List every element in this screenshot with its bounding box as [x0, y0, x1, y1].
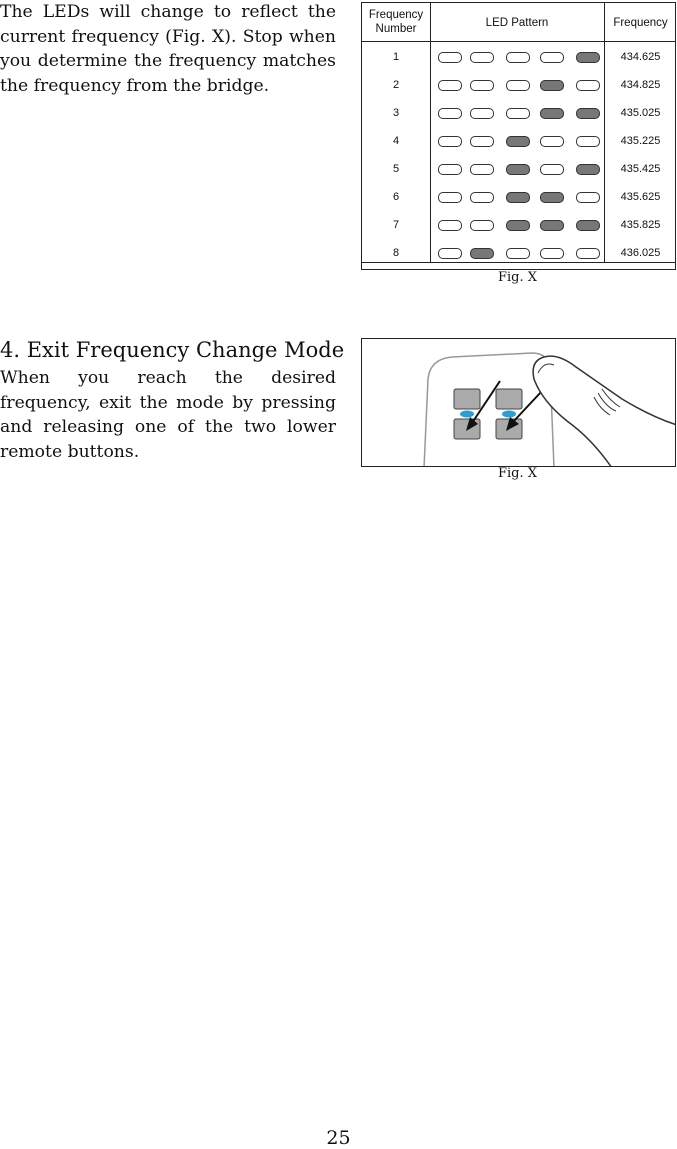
led-on	[576, 220, 600, 231]
led-on	[506, 220, 530, 231]
frequency-value: 435.625	[620, 191, 661, 203]
remote-led-right	[502, 411, 516, 418]
led-on	[540, 108, 564, 119]
led-off	[540, 136, 564, 147]
led-off	[540, 248, 564, 259]
frequency-number: 2	[392, 79, 400, 91]
remote-hand-drawing	[362, 339, 676, 467]
led-off	[470, 108, 494, 119]
header-divider	[362, 41, 675, 42]
frequency-number: 4	[392, 135, 400, 147]
page-number: 25	[326, 1127, 351, 1149]
remote-press-illustration	[361, 338, 676, 467]
figure-caption: Fig. X	[498, 270, 538, 285]
frequency-number: 7	[392, 219, 400, 231]
frequency-value: 434.625	[620, 51, 661, 63]
header-frequency-number	[362, 8, 430, 36]
table-row	[362, 101, 675, 129]
table-row	[362, 185, 675, 213]
led-off	[470, 164, 494, 175]
header-led-pattern: LED Pattern	[485, 17, 549, 29]
table-row	[362, 129, 675, 157]
header-number-line2: Number	[375, 23, 417, 35]
frequency-value: 435.225	[620, 135, 661, 147]
led-frequency-table	[361, 2, 676, 270]
table-row	[362, 213, 675, 241]
led-on	[576, 108, 600, 119]
led-off	[438, 220, 462, 231]
intro-paragraph: The LEDs will change to reflect the current frequency (Fig. X). Stop when you determine the frequency matches the frequency from the bridge.	[0, 2, 336, 96]
frequency-value: 435.425	[620, 163, 661, 175]
table-row	[362, 157, 675, 185]
header-number-line1: Frequency	[368, 9, 424, 21]
led-off	[576, 80, 600, 91]
led-on	[576, 52, 600, 63]
remote-led-left	[460, 411, 474, 418]
led-on	[470, 248, 494, 259]
frequency-number: 6	[392, 191, 400, 203]
led-off	[540, 164, 564, 175]
header-frequency: Frequency	[613, 17, 668, 29]
frequency-value: 434.825	[620, 79, 661, 91]
led-on	[506, 136, 530, 147]
led-off	[576, 192, 600, 203]
figure-caption: Fig. X	[498, 466, 538, 481]
section-heading: 4. Exit Frequency Change Mode	[0, 338, 345, 362]
led-on	[506, 164, 530, 175]
frequency-value: 436.025	[620, 247, 661, 259]
led-off	[470, 80, 494, 91]
section-paragraph: When you reach the desired frequency, exit the mode by pressing and releasing one of the two lower remote buttons.	[0, 368, 336, 462]
frequency-value: 435.825	[620, 219, 661, 231]
led-off	[438, 136, 462, 147]
led-off	[438, 164, 462, 175]
led-off	[438, 248, 462, 259]
led-off	[506, 108, 530, 119]
led-on	[540, 80, 564, 91]
led-off	[506, 80, 530, 91]
led-off	[576, 248, 600, 259]
table-row	[362, 45, 675, 73]
led-off	[438, 108, 462, 119]
led-on	[576, 164, 600, 175]
frequency-number: 3	[392, 107, 400, 119]
led-on	[506, 192, 530, 203]
table-row	[362, 73, 675, 101]
led-off	[438, 80, 462, 91]
frequency-number: 5	[392, 163, 400, 175]
led-off	[470, 136, 494, 147]
frequency-value: 435.025	[620, 107, 661, 119]
frequency-number: 8	[392, 247, 400, 259]
led-off	[540, 52, 564, 63]
frequency-number: 1	[392, 51, 400, 63]
led-off	[576, 136, 600, 147]
led-off	[438, 192, 462, 203]
remote-button-top-left	[454, 389, 480, 409]
led-off	[470, 192, 494, 203]
remote-button-top-right	[496, 389, 522, 409]
led-off	[470, 220, 494, 231]
table-row	[362, 241, 675, 269]
led-off	[470, 52, 494, 63]
led-off	[506, 52, 530, 63]
led-off	[438, 52, 462, 63]
led-on	[540, 220, 564, 231]
led-off	[506, 248, 530, 259]
led-on	[540, 192, 564, 203]
